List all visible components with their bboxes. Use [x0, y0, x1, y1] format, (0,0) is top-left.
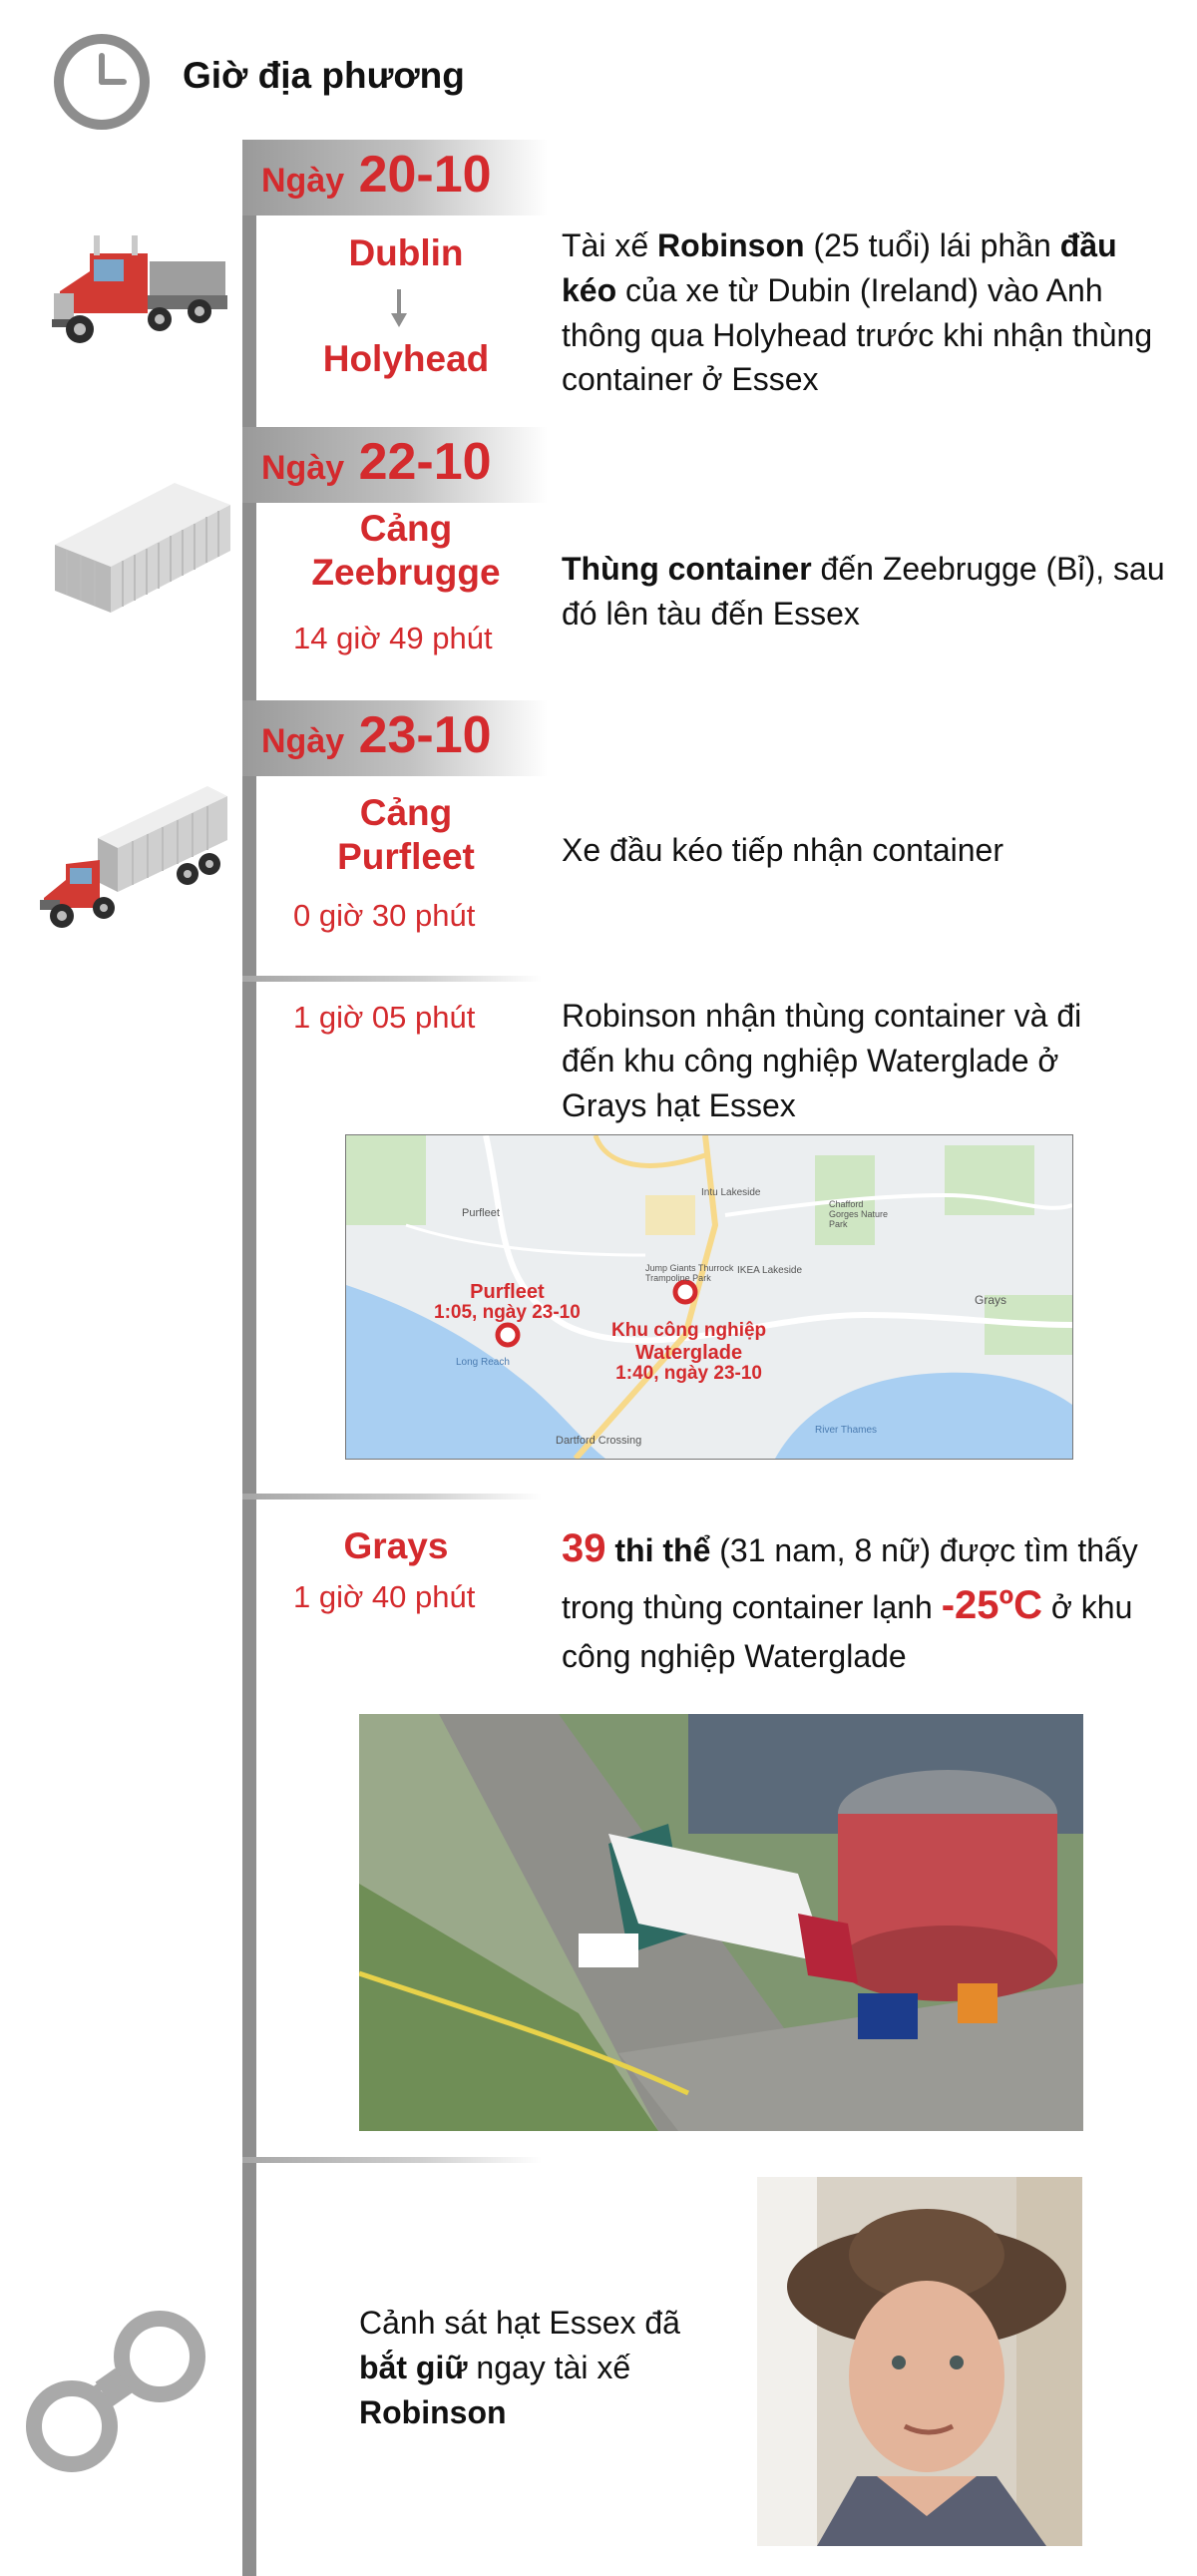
clock-icon — [50, 30, 154, 134]
event-description: Cảnh sát hạt Essex đã bắt giữ ngay tài xế Robinson — [359, 2305, 680, 2430]
section-separator — [242, 976, 542, 982]
event-description: Robinson nhận thùng container và đi đến khu công nghiệp Waterglade ở Grays hạt Essex — [562, 998, 1082, 1123]
map-label: Long Reach — [456, 1357, 510, 1368]
semi-truck-icon — [38, 780, 229, 940]
map-label: Grays — [975, 1293, 1007, 1307]
route-map — [345, 1134, 1073, 1460]
page-title: Giờ địa phương — [183, 55, 465, 96]
place-name: Grays — [343, 1525, 449, 1566]
truck-icon — [50, 231, 229, 355]
event-time: 1 giờ 40 phút — [293, 1579, 476, 1614]
event-description: Tài xế Robinson (25 tuổi) lái phần đầu kéo của xe từ Dubin (Ireland) vào Anh thông qua Holyhead trước khi nhận thùng container ở Essex — [562, 227, 1153, 398]
timeline-line — [242, 140, 256, 2576]
map-label: Intu Lakeside — [701, 1187, 761, 1198]
event-time: 1 giờ 05 phút — [293, 1000, 476, 1035]
map-label: River Thames — [815, 1425, 878, 1436]
event-time: 0 giờ 30 phút — [293, 898, 476, 933]
event-date: Ngày 23-10 — [261, 706, 492, 764]
map-label: Dartford Crossing — [556, 1435, 642, 1447]
route-from: Dublin — [348, 232, 464, 273]
place-name: Cảng Zeebrugge — [311, 508, 501, 594]
arrow-down-icon — [391, 289, 407, 329]
event-description: Thùng container đến Zeebrugge (Bỉ), sau đó lên tàu đến Essex — [562, 551, 1165, 632]
driver-photo — [757, 2177, 1082, 2546]
event-time: 14 giờ 49 phút — [293, 621, 493, 655]
event-date: Ngày 22-10 — [261, 433, 492, 491]
event-description: Xe đầu kéo tiếp nhận container — [562, 832, 1003, 868]
place-name: Cảng Purfleet — [337, 792, 475, 878]
handcuffs-icon — [20, 2295, 209, 2484]
waterglade-marker-label: Khu công nghiệp Waterglade 1:40, ngày 23-10 — [611, 1320, 767, 1384]
event-date: Ngày 20-10 — [261, 146, 492, 204]
route-to: Holyhead — [322, 338, 490, 379]
map-label: Purfleet — [462, 1207, 500, 1219]
map-label: Jump Giants Thurrock Trampoline Park — [645, 1263, 734, 1283]
map-label: IKEA Lakeside — [737, 1265, 803, 1276]
crime-scene-photo — [359, 1714, 1083, 2131]
map-label: Chafford Gorges Nature Park — [829, 1199, 889, 1229]
purfleet-marker-label: Purfleet 1:05, ngày 23-10 — [434, 1281, 581, 1323]
section-separator — [242, 2157, 542, 2163]
section-separator — [242, 1494, 542, 1500]
container-icon — [55, 475, 230, 615]
event-description: 39 thi thể (31 nam, 8 nữ) được tìm thấy trong thùng container lạnh -25ºC ở khu công nghiệp Waterglade — [562, 1526, 1138, 1674]
